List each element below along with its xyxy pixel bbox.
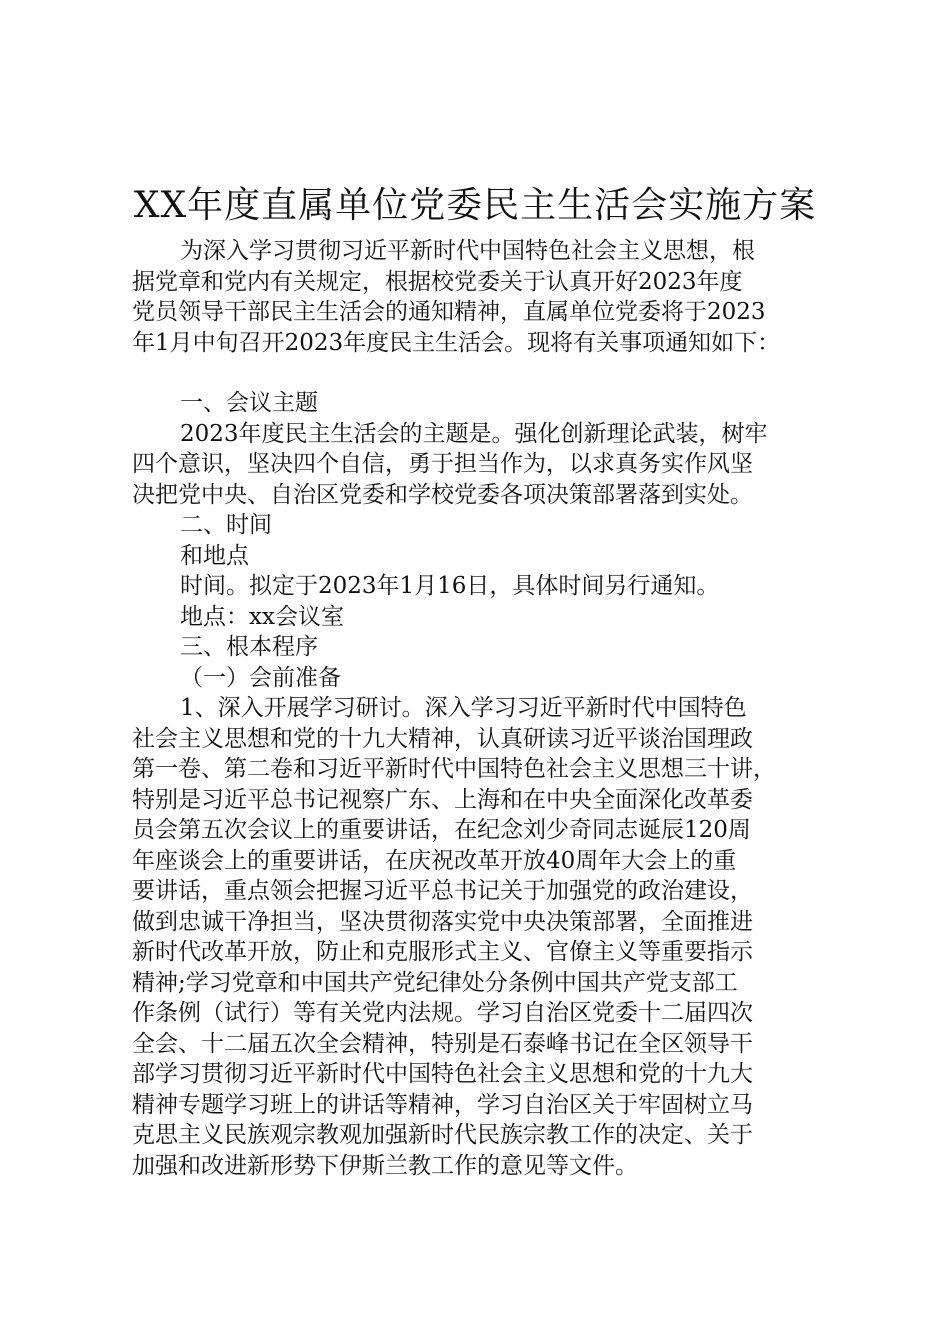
intro-line: 年1月中旬召开2023年度民主生活会。现将有关事项通知如下： [132, 329, 781, 356]
study-line: 做到忠诚干净担当，坚决贯彻落实党中央决策部署，全面推进 [132, 908, 753, 935]
study-line: 精神专题学习班上的讲话等精神，学习自治区关于牢固树立马 [132, 1091, 753, 1118]
subsection-heading-preparation: （一）会前准备 [180, 664, 341, 691]
study-line: 精神;学习党章和中国共产党纪律处分条例中国共产党支部工 [132, 969, 738, 996]
study-line: 特别是习近平总书记视察广东、上海和在中央全面深化改革委 [132, 786, 753, 813]
document-title: XX年度直属单位党委民主生活会实施方案 [133, 185, 817, 226]
study-line: 要讲话，重点领会把握习近平总书记关于加强党的政治建设， [132, 878, 753, 904]
study-line: 第一卷、第二卷和习近平新时代中国特色社会主义思想三十讲， [132, 756, 776, 782]
study-line: 新时代改革开放，防止和克服形式主义、官僚主义等重要指示 [132, 939, 753, 965]
theme-line: 2023年度民主生活会的主题是。强化创新理论武装，树牢 [180, 420, 768, 447]
meeting-time: 时间。拟定于2023年1月16日，具体时间另行通知。 [180, 573, 720, 599]
intro-line: 党员领导干部民主生活会的通知精神，直属单位党委将于2023 [132, 299, 766, 325]
study-line: 克思主义民族观宗教观加强新时代民族宗教工作的决定、关于 [132, 1122, 753, 1148]
intro-line: 据党章和党内有关规定，根据校党委关于认真开好2023年度 [132, 268, 743, 295]
document-body [132, 236, 832, 1181]
theme-line: 四个意识，坚决四个自信，勇于担当作为，以求真务实作风坚 [132, 451, 753, 477]
study-line: 作条例（试行）等有关党内法规。学习自治区党委十二届四次 [132, 1000, 753, 1026]
paragraph-gap [132, 358, 832, 388]
study-line: 1、深入开展学习研讨。深入学习习近平新时代中国特色 [180, 695, 747, 721]
study-line: 全会、十二届五次全会精神，特别是石泰峰书记在全区领导干 [132, 1030, 753, 1057]
study-paragraph [132, 693, 832, 1181]
study-line: 年座谈会上的重要讲话，在庆祝改革开放40周年大会上的重 [132, 847, 737, 874]
section-heading-time: 二、时间 [180, 512, 272, 538]
theme-paragraph [132, 419, 832, 511]
section-heading-theme: 一、会议主题 [180, 390, 318, 416]
meeting-place: 地点：xx会议室 [180, 603, 344, 630]
study-line: 加强和改进新形势下伊斯兰教工作的意见等文件。 [132, 1152, 638, 1179]
intro-line: 为深入学习贯彻习近平新时代中国特色社会主义思想，根 [180, 238, 755, 264]
study-line: 部学习贯彻习近平新时代中国特色社会主义思想和党的十九大 [132, 1061, 753, 1087]
theme-line: 决把党中央、自治区党委和学校党委各项决策部署落到实处。 [132, 481, 753, 508]
section-heading-procedure: 三、根本程序 [180, 634, 318, 660]
section-heading-place: 和地点 [180, 542, 249, 569]
study-line: 员会第五次会议上的重要讲话，在纪念刘少奇同志诞辰120周 [132, 817, 751, 843]
intro-paragraph [132, 236, 832, 358]
study-line: 社会主义思想和党的十九大精神，认真研读习近平谈治国理政 [132, 725, 753, 752]
